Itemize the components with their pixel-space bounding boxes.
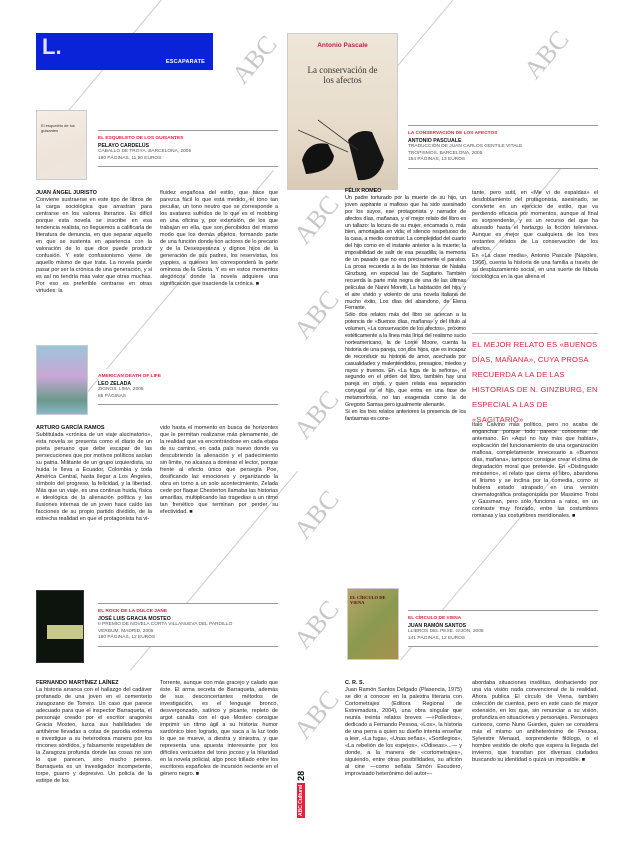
watermark-text: ABC: [288, 684, 345, 745]
book-pages-price: 180 PÁGINAS, 12 EUROS: [98, 635, 156, 641]
article-column: [160, 425, 278, 516]
watermark-text: ABC: [288, 484, 345, 545]
watermark-text: ABC: [518, 24, 575, 85]
page-number: 28: [296, 770, 306, 781]
book-author: ANTONIO PASCUALE: [408, 137, 462, 144]
book-author: PELAYO CARDELÚS: [98, 142, 150, 149]
article-column: [160, 680, 278, 778]
article-text: abordaba situaciones insólitas, deshaciendo por una vía visión nada convencional de la realidad. Ahora publica El círculo de Viena, también colección de cuentos, pero en este caso de mayor extensión, en los que, sin renunciar a su visión, profundiza en situaciones y personajes. Personajes curiosos, como Nuno Guedes, quien se considera más el mismo un antiheterónimo de Pessoa, Sylvestre Menaud, sorprendente filólogo, o el hombre vestido de otoño que espera la llegada del invierno, que transitan por diversas ciudades buscando su identidad o quizá un imposible. ■: [472, 680, 598, 763]
book-cover: [36, 345, 88, 415]
watermark-text: ABC: [288, 594, 345, 655]
book-info: [98, 369, 278, 405]
article-byline: C. R. S.: [345, 680, 365, 686]
article-text: Subtitulada «crónica de un viaje alucinatorio», esta novela se presenta como el diario de un poeta peruano que debe escapar de las persecuciones que por motivos políticos asolan su patria. Militante de un grupo izquierdista, su huida le lleva a Ecuador, Colombia y toda América Central, hasta llegar a Los Ángeles, símbolo del progreso, la felicidad, y la libertad. Más que un viaje, es una continua huida, física e ideológica de la alienación política y las ilusiones internas de un joven hace caído las facciones de su propio partido dividido, de la estrecha realidad en que el protagonista ha vi-: [36, 432, 152, 522]
article-text: Conviene sustraerse en este tipo de libros de la carga sociológica que arrastran para centrarse en los valores literarios. Es difícil porque esta novela se inscribe en esa tendencia realista, no lleguemos a calificarla de literatura de denuncia, en que separar aquello en que se sustenta en apariencia con la valoración de lo que dice puede producir confusión. Y este confusionismo viene de aquello mismo de que trata. La novela puede pasar por ser la crónica de una generación, y si es así no tendría más valor que otras muchas. Por eso es preferible centrarse en otras virtudes: la: [36, 197, 152, 294]
article-column: [345, 680, 462, 778]
section-letter: L.: [42, 34, 62, 59]
article-column: [160, 190, 278, 288]
article-column: [472, 190, 598, 281]
watermark-text: ABC: [226, 29, 283, 90]
book-prize: II PREMIO DE NOVELA CORTA VILLANUEVA DEL PARDILLO: [98, 622, 233, 628]
book-author: LEO ZELADA: [98, 380, 132, 387]
book-publisher: VERBUM. MADRID, 2005: [98, 628, 154, 634]
book-pages-price: 190 PÁGINAS, 11,90 EUROS: [98, 155, 162, 161]
article-text: Un padre torturado por la muerte de su hijo, un joven aspirante a mafioso que ha sido asesinado por los suyos, ese protagonista y narrador de afectos días, mañanas, y el mejor relato del libro es un tallazo: la locura de su mujer, encamada o, más bien, amortajada en vida; el silencio respetuoso de la casa, a medio construir. La complejidad del cuarto del hijo como en el instante anterior a la muerte; la imposibilidad de salir de esa pesadilla; la memoria de un pasado que no era precisamente el paraíso. La prosa recuerda a la de las historias de Natalia Ginzburg, en especial las de Sagitario. También recuerda la parte más negra de una de las últimas películas de Nanni Moretti, La habitación del hijo, y el aire vívido y violento de una novela italiana de mucho éxito, Los días del abandono, de Elena Ferrante. Sólo dos relatos más del libro se acercan a la potencia de «Buenos días, mañana» y del título al volumen, «La conservación de los afectos», próximo estéticamente a la línea más lírica del realismo sucio norteamericano, la de Lorrie Moore, cuenta la historia de una pareja, con dos hijos, que es incapaz de reconducir su historia de amor, acechada por casualidades y malentendidos, presagios, miedos y rayos y truenos. En «La fuga de la señora», el segundo en el orden del libro, también hay una pareja en crisis, y quien relata esa separación conyugal es el hijo, que entra en una fase de metamorfosis, no tan exagerada como la de Gregorio Samsa pero igualmente alienante. Si en los tres relatos anteriores la presencia de los fantasmas es cons-: [345, 194, 466, 422]
book-author: JOSÉ LUIS GRACIA MOSTEO: [98, 615, 171, 622]
book-title: LA CONSERVACIÓN DE LOS AFECTOS: [408, 131, 498, 136]
article-text: Italo Calvino más político, pero no acaba de enganchar porque todo parece conocerse de antemano. En «Aquí no hay más que hablar», explicación del funcionamiento de una organización mafiosa, completamente innecesario a «Buenos días, mañana», tampoco consigue crear el clima de degradación moral que pretende. En «Distinguido ministerio», el relato que cierra el libro, abandona el lirismo y se inclina por la comedia, como si hubiera estado atrapado en una versión cinematográfica protagonizada por Massimo Troisi y Gassman, pero sólo funciona a ratos, en un contraste muy forzado, entre las costumbres romanas y las costumbres meridionales. ■: [472, 422, 598, 519]
book-publisher: CABALLO DE TROYA. BARCELONA, 2005: [98, 149, 192, 155]
article-column: [345, 188, 466, 423]
article-column: [36, 425, 152, 523]
article-text: tante, pero sutil, en «Me vi de espaldas» el desdoblamiento del protagonista, asesinado, se convierte en un ejercicio de estilo, que va perdiendo eficacia por momentos, aunque al final es sorprendente, y es un recurso del que ha abusado hasta el hartazgo la ficción televisiva. Aunque es mejor que cualquiera de los tres restantes relatos de La conservación de los afectos. En «La clase media», Antonio Pascale (Nápoles, 1966), cuenta la historia de una familia a través de su desplazamiento social, en una suerte de fábula sociológica en la que aliena el: [472, 190, 598, 280]
cover-title: La conservación de los afectos: [307, 65, 378, 85]
book-info: [98, 603, 278, 647]
article-column: [36, 680, 152, 785]
book-title: EL CÍRCULO DE VIENA: [408, 616, 462, 621]
section-name: ESCAPARATE: [165, 59, 205, 65]
cover-author: Antonio Pascale: [317, 42, 368, 49]
book-info: [408, 610, 598, 647]
book-info: [408, 125, 598, 169]
book-pages-price: 141 PÁGINAS, 12 EUROS: [408, 635, 466, 641]
book-title: EL ROCK DE LA DULCE JANE: [98, 609, 168, 614]
article-column: [472, 680, 598, 764]
pull-quote: EL MEJOR RELATO ES «BUENOS DÍAS, MAÑANA», CUYA PROSA RECUERDA A LA DE LAS HISTORIAS DE N. GINZBURG, EN ESPECIAL A LAS DE «SAGITARIO»: [472, 333, 598, 431]
watermark-text: ABC: [288, 284, 345, 345]
watermark-text: ABC: [288, 189, 345, 250]
book-pages: 85 PÁGINAS: [98, 393, 126, 399]
book-publisher: TROPISMOS. BARCELONA, 2005: [408, 150, 483, 156]
article-text: La historia arranca con el hallazgo del cadáver profanado de una joven en el cementerio zaragozano de Torrero. Un caso que parece adecuado para que el inspector Barraqueta, el personaje creado por el escritor aragonés Gracia Mosteo, luzca sus habilidades de antihéroe llevadas a cotas de parodia extrema e investigue a su heterodoxa manera por los rincones sórdidos, y falsamente respetables de la Zaragoza profunda donde las cosas no son lo que parecen, sino mucho peores. Barraqueta es un investigador incompetente, torpe, guarro y depresivo. Un policía de la estirpe de los: [36, 687, 152, 784]
article-text: Juan Ramón Santos Delgado (Plasencia, 1975) se dio a conocer en la palestra literaria con Cortometrajes (Editora Regional de Extremadura, 2004), una obra singular que reunía treinta relatos breves —«Poliedros», dedicado a Fernando Pessoa, «Los», la historia de una perra a quien su dueño intenta enseñar a leer, «La fuga», «Unas señas», «Sortilegios», «La rebelión de los espejos», «Odiseas»...— y donde, a la manera de «cortometrajes», siguiendo, entre otras posibilidades, su afición al cine —como señala Simón Escudero, improvisado heterónimo del autor—: [345, 687, 462, 777]
article-text: Torrente, aunque con más gracejo y calado que éste. El arma secreta de Barraqueta, además de sus desconcertantes métodos de investigación, es el lenguaje bronco, desvergonzado, satírico y picante, repleto de argot canalla con el que Mosteo consigue imprimir un ritmo ágil a su historia: humor sardónico bien logrado, que saca a la luz todo lo que se mueve, a diestra y siniestra, y que representa una apuesta interesante por los difíciles vericuetos del tono jocoso y la hilaridad en la novela policial, algo poco trillado entre los escritores españoles de incursión reciente en el género negro. ■: [160, 680, 278, 777]
book-pages-price: 154 PÁGINAS, 13 EUROS: [408, 157, 466, 163]
article-byline: JUAN ÁNGEL JURISTO: [36, 190, 97, 196]
book-info: [98, 130, 278, 167]
article-column: [36, 190, 152, 295]
book-cover-large: [287, 33, 398, 190]
book-cover: [36, 110, 87, 180]
shoes-illustration: [288, 100, 399, 190]
book-author: JUAN RAMÓN SANTOS: [408, 622, 467, 629]
article-text: vido hasta el momento en busca de horizontes que le permitan realizarse más plenamente, de la realidad que va encontrándose en cada etapa de su camino, en cada país nuevo donde va descubriendo la alienación y el padecimiento sin límite, no alcanza a dominar el lector, porque frente al efecto único que persegía Poe, dosificando las emociones y organizando la obra en torno a un solo acontecimiento, Zelada cede por flaque Chesterton llamaba las historias amarillas, multiplicando las tragedias a un ritmo tan frenético que terminan por perder su efectividad. ■: [160, 425, 279, 515]
book-title: EL ESQUELETO DE LOS GUISANTES: [98, 136, 184, 141]
book-cover: [347, 588, 399, 660]
article-text: fluidez engañosa del estilo, que hace que parezca fácil lo que está medido, el tono tan peculiar, un tono neutro que se corresponde a los avatares sufridos de lo que es el mobbing en una oficina y, por extensión, de los que trabajan en ella, que son percibidos del mismo modo que los demás objetos, formando parte de una función donde son actores de lo precario y de la Desesperanza y dignos hijos de la generación de sus padres, los reservistas, los yuppies, a quienes les corresponderá la parte ominosa de la Gloria. Y es en estos momentos alegóricos donde la novela adquiere una significación que trasciende la crónica. ■: [160, 190, 278, 287]
article-byline: FERNANDO MARTÍNEZ LAÍNEZ: [36, 680, 119, 686]
cover-text: El esqueleto de los guisantes: [41, 123, 75, 133]
article-column: [472, 422, 598, 520]
book-translator: TRADUCCIÓN DE JUAN CARLOS GENTILE VITALE: [408, 144, 523, 150]
article-byline: ARTURO GARCÍA RAMOS: [36, 425, 105, 431]
book-publisher: ZIGNOS. LIMA, 2005: [98, 387, 144, 393]
book-publisher: LLIBROS DEL PEXE. GIJÓN, 2005: [408, 629, 484, 635]
page-footer: [296, 770, 316, 820]
section-header: [36, 33, 213, 70]
article-byline: FÉLIX ROMEO: [345, 188, 382, 194]
publication-name: ABC Cultural: [298, 784, 304, 816]
book-cover: [36, 590, 84, 663]
cover-text: EL CÍRCULO DE VIENA: [350, 595, 386, 605]
watermark-text: ABC: [288, 384, 345, 445]
book-title: AMERICAN DEATH OF LIFE: [98, 374, 162, 379]
